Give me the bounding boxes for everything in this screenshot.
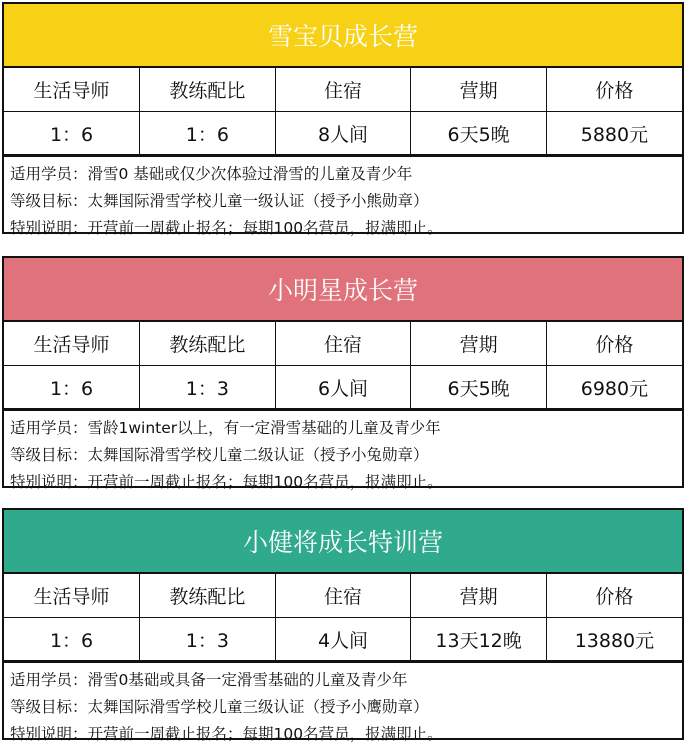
note-eligible-students: 适用学员：雪龄1winter以上，有一定滑雪基础的儿童及青少年 [10,419,441,437]
camp-title-bar [4,4,682,68]
value-life-mentor: 1：6 [4,366,140,409]
value-duration: 13天12晚 [411,618,547,661]
table-row [4,618,682,661]
table-header-row [4,322,682,366]
table-header-row [4,574,682,618]
value-accommodation: 4人间 [275,618,411,661]
header-accommodation: 住宿 [275,68,411,112]
camp-info-table [4,574,682,661]
value-price: 6980元 [546,366,682,409]
header-life-mentor: 生活导师 [4,574,140,618]
note-eligible-students: 适用学员：滑雪0基础或具备一定滑雪基础的儿童及青少年 [10,671,408,689]
header-price: 价格 [546,68,682,112]
header-coach-ratio: 教练配比 [140,322,276,366]
note-special-notice: 特别说明：开营前一周截止报名；每期100名营员，报满即止。 [10,725,443,743]
header-accommodation: 住宿 [275,574,411,618]
note-level-goal: 等级目标：太舞国际滑雪学校儿童三级认证（授予小鹰勋章） [10,698,429,716]
value-duration: 6天5晚 [411,366,547,409]
note-special-notice: 特别说明：开营前一周截止报名；每期100名营员，报满即止。 [10,473,443,491]
camp-notes [4,409,682,499]
camp-card-1 [2,2,684,237]
camp-notes [4,661,682,751]
camp-info-table [4,322,682,409]
camp-card-2 [2,256,684,491]
value-accommodation: 8人间 [275,112,411,155]
header-price: 价格 [546,322,682,366]
camp-card-3 [2,508,684,743]
header-duration: 营期 [411,68,547,112]
note-eligible-students: 适用学员：滑雪0 基础或仅少次体验过滑雪的儿童及青少年 [10,165,413,183]
value-coach-ratio: 1：3 [140,366,276,409]
value-life-mentor: 1：6 [4,112,140,155]
value-duration: 6天5晚 [411,112,547,155]
camp-title-bar [4,510,682,574]
value-price: 5880元 [546,112,682,155]
camp-title: 小明星成长营 [267,276,418,305]
camp-notes [4,155,682,245]
camp-info-table [4,68,682,155]
value-accommodation: 6人间 [275,366,411,409]
camp-title-bar [4,258,682,322]
camp-title: 小健将成长特训营 [242,528,443,557]
value-coach-ratio: 1：3 [140,618,276,661]
header-life-mentor: 生活导师 [4,68,140,112]
header-accommodation: 住宿 [275,322,411,366]
note-level-goal: 等级目标：太舞国际滑雪学校儿童一级认证（授予小熊勋章） [10,192,429,210]
header-coach-ratio: 教练配比 [140,68,276,112]
header-price: 价格 [546,574,682,618]
value-coach-ratio: 1：6 [140,112,276,155]
value-price: 13880元 [546,618,682,661]
value-life-mentor: 1：6 [4,618,140,661]
camp-title: 雪宝贝成长营 [267,22,418,51]
note-level-goal: 等级目标：太舞国际滑雪学校儿童二级认证（授予小兔勋章） [10,446,429,464]
header-life-mentor: 生活导师 [4,322,140,366]
note-special-notice: 特别说明：开营前一周截止报名；每期100名营员，报满即止。 [10,219,443,237]
header-coach-ratio: 教练配比 [140,574,276,618]
table-row [4,366,682,409]
header-duration: 营期 [411,574,547,618]
table-row [4,112,682,155]
header-duration: 营期 [411,322,547,366]
table-header-row [4,68,682,112]
